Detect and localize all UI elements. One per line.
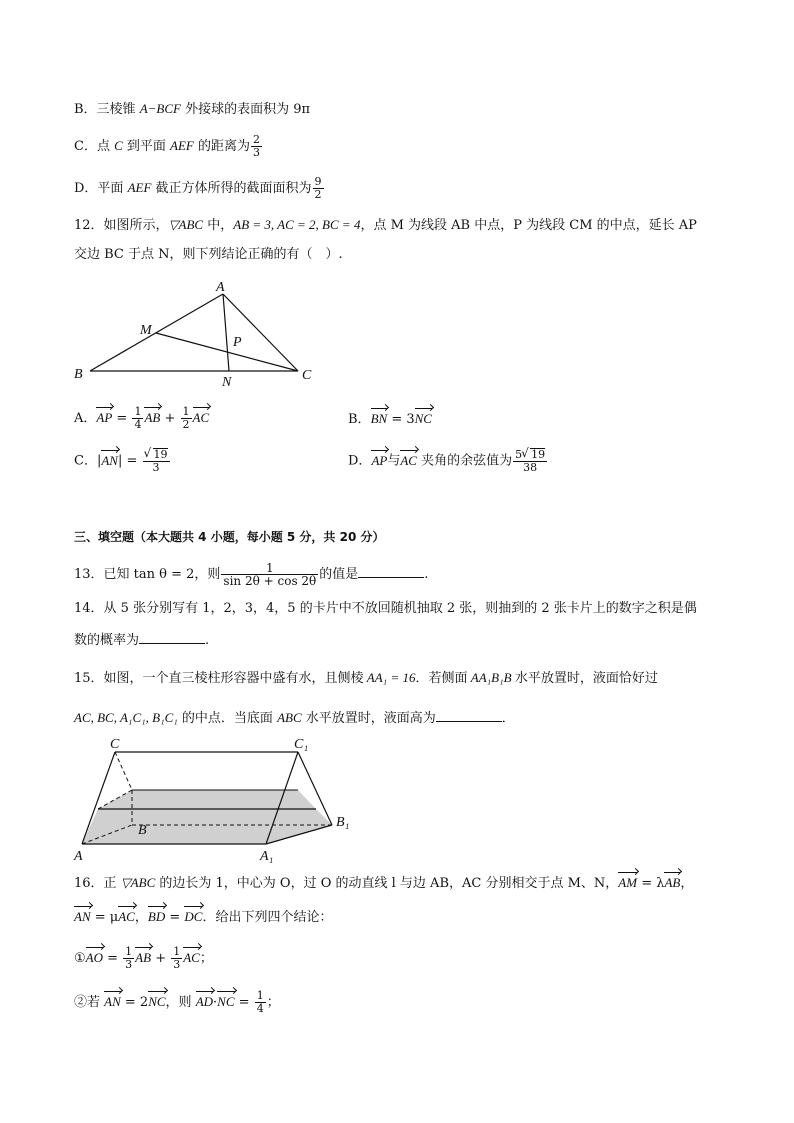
q12-line1: 12．如图所示，▽ABC 中，AB = 3, AC = 2, BC = 4，点 M 为线段 AB 中点，P 为线段 CM 的中点，延长 AP (74, 217, 697, 233)
label-c1: C₁ (294, 737, 309, 752)
label-m: M (140, 323, 152, 338)
label-a1: A₁ (260, 849, 274, 864)
q14-line2: 数的概率为 . (74, 633, 210, 648)
label-b: B (138, 823, 147, 838)
answer-blank (436, 709, 502, 722)
q12-option-d: D．AP与AC 夹角的余弦值为 $\frac{5√ 19}{38}$ (348, 448, 548, 474)
fraction: $\frac{2}{3}$ (253, 133, 260, 159)
q12-line2: 交边 BC 于点 N，则下列结论正确的有（ ）. (74, 247, 343, 262)
fraction: $\frac{9}{2}$ (314, 175, 322, 201)
q12-triangle-diagram (70, 278, 330, 390)
label-p: P (233, 335, 242, 350)
q15-prism-diagram (70, 736, 360, 866)
label-a: A (216, 280, 225, 295)
q16-conclusion-2: ②若 AN = 2NC，则 AD·NC = $\frac{1}{4}$ ； (74, 989, 280, 1015)
label-n: N (222, 375, 232, 390)
q13: 13．已知 tan θ = 2，则 $\frac{1}{\sin 2\theta + \cos 2\theta}$ 的值是 . (74, 561, 429, 588)
label-a: A (74, 849, 83, 864)
label-b: B (74, 367, 83, 382)
option-d: D．平面 AEF 截正方体所得的截面面积为 $\frac{9}{2}$ (74, 175, 322, 201)
q16-conclusion-1: ①AO = $\frac{1}{3}$ AB + $\frac{1}{3}$ AC； (74, 945, 213, 971)
answer-blank (139, 631, 205, 644)
q15-line1: 15．如图，一个直三棱柱形容器中盛有水，且侧棱 AA₁ = 16．若侧面 AA₁B₁B 水平放置时，液面恰好过 (74, 670, 658, 686)
answer-blank (358, 565, 424, 578)
label-c: C (110, 737, 120, 752)
q12-option-c: C．|AN| = √ $\frac{19}{3}$ (74, 448, 171, 474)
section-3-title: 三、填空题（本大题共 4 小题，每小题 5 分，共 20 分） (74, 530, 385, 544)
q16-line2: AN = μAC，BD = DC．给出下列四个结论： (74, 909, 333, 925)
label-c: C (302, 368, 312, 383)
option-b: B．三棱锥 A−BCF 外接球的表面积为 9π (74, 101, 311, 117)
option-c: C．点 C 到平面 AEF 的距离为 $\frac{2}{3}$ (74, 133, 260, 159)
label-b1: B₁ (336, 815, 350, 830)
q12-option-b: B．BN = 3NC (348, 411, 432, 427)
q16-line1: 16．正 ▽ABC 的边长为 1，中心为 O，过 O 的动直线 l 与边 AB，AC 分别相交于点 M、N，AM = λAB， (74, 875, 694, 891)
q14-line1: 14．从 5 张分别写有 1，2，3，4，5 的卡片中不放回随机抽取 2 张，则抽到的 2 张卡片上的数字之积是偶 (74, 601, 697, 616)
q15-line2: AC, BC, A₁C₁, B₁C₁ 的中点．当底面 ABC 水平放置时，液面高为 ． (74, 710, 515, 726)
q12-option-a: A．AP = $\frac{1}{4}$ AB + $\frac{1}{2}$ AC (74, 405, 210, 431)
